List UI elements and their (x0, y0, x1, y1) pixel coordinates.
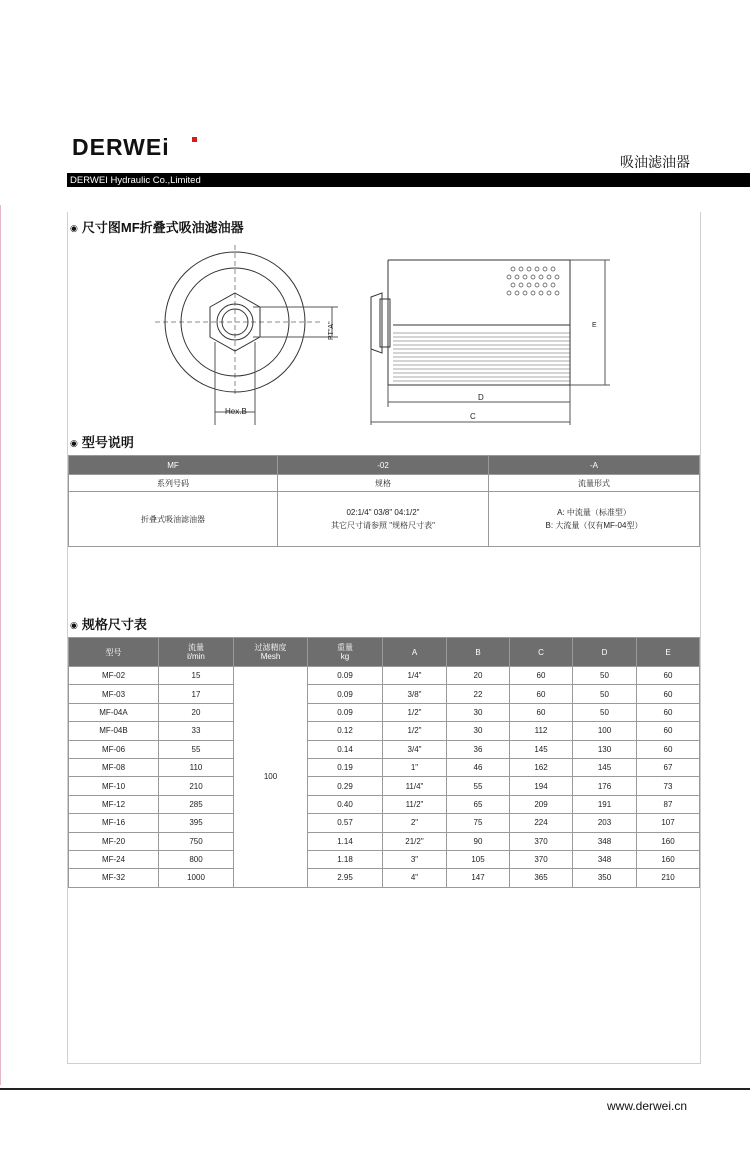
table-row (69, 758, 700, 776)
spec-cell-weight: 0.12 (308, 722, 383, 740)
spec-cell-flow: 33 (159, 722, 234, 740)
spec-cell-weight: 0.29 (308, 777, 383, 795)
filter-pleats (393, 333, 570, 381)
spec-cell-model: MF-08 (69, 758, 159, 776)
spec-cell-flow: 210 (159, 777, 234, 795)
footer-line (0, 1088, 750, 1090)
spec-cell-c: 145 (510, 740, 573, 758)
spec-cell-model: MF-04A (69, 703, 159, 721)
spec-cell-model: MF-02 (69, 667, 159, 685)
spec-cell-e: 67 (637, 758, 700, 776)
spec-header-a: A (383, 638, 447, 667)
model-col-2-sub: 规格 (278, 475, 489, 492)
spec-cell-c: 365 (510, 869, 573, 887)
spec-cell-b: 90 (447, 832, 510, 850)
section-spec-text: 规格尺寸表 (81, 617, 147, 632)
spec-cell-flow: 110 (159, 758, 234, 776)
table-row (69, 667, 700, 685)
spec-cell-model: MF-03 (69, 685, 159, 703)
spec-header-weight-label: 重量 (337, 643, 353, 652)
spec-cell-model: MF-04B (69, 722, 159, 740)
section-dimension-title (70, 217, 244, 236)
spec-cell-flow: 15 (159, 667, 234, 685)
spec-cell-c: 60 (510, 667, 573, 685)
spec-cell-d: 176 (573, 777, 637, 795)
spec-cell-b: 46 (447, 758, 510, 776)
spec-cell-flow: 20 (159, 703, 234, 721)
table-row (69, 777, 700, 795)
model-flow-desc (489, 492, 700, 547)
spec-cell-flow: 1000 (159, 869, 234, 887)
model-spec-line1: 02:1/4" 03/8" 04:1/2" (346, 508, 420, 517)
spec-cell-weight: 0.09 (308, 703, 383, 721)
spec-cell-flow: 395 (159, 814, 234, 832)
model-series-desc: 折叠式吸油滤油器 (69, 492, 278, 547)
table-row (69, 740, 700, 758)
margin-line (0, 205, 1, 1085)
spec-cell-model: MF-24 (69, 850, 159, 868)
spec-cell-b: 36 (447, 740, 510, 758)
spec-cell-e: 87 (637, 795, 700, 813)
spec-cell-e: 60 (637, 667, 700, 685)
model-table-subheader (69, 475, 700, 492)
spec-cell-a: 1/2" (383, 722, 447, 740)
page-title: 吸油滤油器 (620, 154, 690, 170)
spec-cell-c: 60 (510, 703, 573, 721)
spec-cell-b: 105 (447, 850, 510, 868)
spec-cell-weight: 0.09 (308, 685, 383, 703)
front-view (155, 245, 320, 425)
spec-cell-c: 60 (510, 685, 573, 703)
spec-cell-d: 203 (573, 814, 637, 832)
bullet-icon: ◉ (70, 438, 78, 448)
spec-cell-e: 73 (637, 777, 700, 795)
spec-cell-b: 22 (447, 685, 510, 703)
spec-cell-c: 209 (510, 795, 573, 813)
spec-cell-e: 107 (637, 814, 700, 832)
spec-header-weight-unit: kg (340, 652, 350, 661)
model-table-header (69, 456, 700, 475)
e-dimension (570, 260, 610, 385)
table-row (69, 685, 700, 703)
spec-cell-b: 20 (447, 667, 510, 685)
section-dimension-text: 尺寸图MF折叠式吸油滤油器 (81, 220, 244, 235)
spec-cell-model: MF-32 (69, 869, 159, 887)
e-label: E (592, 322, 597, 329)
spec-cell-e: 160 (637, 850, 700, 868)
spec-cell-a: 1" (383, 758, 447, 776)
spec-cell-a: 3" (383, 850, 447, 868)
perforation-holes (507, 267, 559, 295)
spec-cell-e: 60 (637, 703, 700, 721)
spec-cell-a: 11/2" (383, 795, 447, 813)
logo-dot (192, 137, 197, 142)
spec-header-weight (308, 638, 383, 667)
spec-cell-d: 145 (573, 758, 637, 776)
spec-cell-c: 194 (510, 777, 573, 795)
spec-header-mesh-unit: Mesh (260, 652, 281, 661)
spec-cell-model: MF-20 (69, 832, 159, 850)
spec-cell-model: MF-12 (69, 795, 159, 813)
d-label: D (478, 393, 484, 402)
spec-cell-a: 21/2" (383, 832, 447, 850)
spec-cell-b: 30 (447, 703, 510, 721)
spec-cell-a: 2" (383, 814, 447, 832)
spec-cell-flow: 285 (159, 795, 234, 813)
table-row (69, 832, 700, 850)
spec-cell-a: 1/4" (383, 667, 447, 685)
spec-header-mesh (234, 638, 308, 667)
table-row (69, 869, 700, 887)
spec-cell-c: 370 (510, 850, 573, 868)
spec-mesh-value: 100 (234, 667, 308, 888)
spec-cell-d: 130 (573, 740, 637, 758)
spec-cell-e: 210 (637, 869, 700, 887)
spec-cell-flow: 750 (159, 832, 234, 850)
spec-cell-d: 50 (573, 703, 637, 721)
brand-logo: DERWEi (72, 134, 170, 160)
spec-cell-c: 162 (510, 758, 573, 776)
spec-cell-e: 60 (637, 722, 700, 740)
spec-cell-weight: 0.19 (308, 758, 383, 776)
model-col-3-header: -A (489, 456, 700, 475)
spec-table-header (69, 638, 700, 667)
model-spec-line2: 其它尺寸请参照 "规格尺寸表" (331, 521, 435, 530)
spec-table (68, 637, 700, 888)
spec-cell-model: MF-10 (69, 777, 159, 795)
model-table (68, 455, 700, 547)
table-row (69, 814, 700, 832)
spec-cell-a: 4" (383, 869, 447, 887)
spec-header-model: 型号 (69, 638, 159, 667)
spec-cell-e: 60 (637, 740, 700, 758)
spec-cell-d: 50 (573, 685, 637, 703)
model-spec-desc (278, 492, 489, 547)
d-dimension (388, 385, 570, 425)
spec-cell-weight: 1.18 (308, 850, 383, 868)
spec-table-body (69, 667, 700, 888)
spec-cell-a: 3/8" (383, 685, 447, 703)
spec-cell-c: 370 (510, 832, 573, 850)
spec-header-e: E (637, 638, 700, 667)
bullet-icon: ◉ (70, 223, 78, 233)
c-label: C (470, 412, 476, 421)
spec-header-b: B (447, 638, 510, 667)
spec-cell-b: 55 (447, 777, 510, 795)
spec-cell-b: 147 (447, 869, 510, 887)
spec-cell-flow: 17 (159, 685, 234, 703)
pt-label: PT"A" (328, 321, 335, 340)
spec-cell-e: 60 (637, 685, 700, 703)
section-spec-title (70, 614, 147, 633)
spec-header-d: D (573, 638, 637, 667)
model-flow-line2: B: 大流量（仅有MF-04型） (545, 521, 643, 530)
spec-cell-a: 1/2" (383, 703, 447, 721)
footer-url: www.derwei.cn (607, 1099, 688, 1113)
spec-cell-d: 191 (573, 795, 637, 813)
spec-cell-d: 100 (573, 722, 637, 740)
model-col-3-sub: 流量形式 (489, 475, 700, 492)
spec-cell-weight: 0.14 (308, 740, 383, 758)
table-row (69, 850, 700, 868)
spec-cell-weight: 0.09 (308, 667, 383, 685)
spec-header-flow-label: 流量 (188, 643, 204, 652)
spec-cell-a: 3/4" (383, 740, 447, 758)
section-model-title (70, 432, 134, 451)
spec-header-flow (159, 638, 234, 667)
spec-cell-model: MF-16 (69, 814, 159, 832)
spec-cell-b: 65 (447, 795, 510, 813)
spec-header-mesh-label: 过滤精度 (254, 643, 287, 652)
spec-cell-c: 224 (510, 814, 573, 832)
section-model-text: 型号说明 (81, 435, 134, 450)
spec-header-c: C (510, 638, 573, 667)
table-row (69, 703, 700, 721)
spec-cell-e: 160 (637, 832, 700, 850)
spec-cell-d: 350 (573, 869, 637, 887)
spec-cell-flow: 55 (159, 740, 234, 758)
spec-cell-a: 11/4" (383, 777, 447, 795)
spec-cell-d: 50 (573, 667, 637, 685)
model-table-desc (69, 492, 700, 547)
table-row (69, 795, 700, 813)
spec-cell-d: 348 (573, 850, 637, 868)
spec-cell-weight: 1.14 (308, 832, 383, 850)
model-col-1-sub: 系列号码 (69, 475, 278, 492)
spec-cell-model: MF-06 (69, 740, 159, 758)
hex-label: Hex.B (225, 407, 247, 416)
model-col-1-header: MF (69, 456, 278, 475)
spec-cell-weight: 2.95 (308, 869, 383, 887)
spec-cell-b: 30 (447, 722, 510, 740)
model-flow-line1: A: 中流量（标准型） (557, 508, 631, 517)
bullet-icon: ◉ (70, 620, 78, 630)
model-col-2-header: -02 (278, 456, 489, 475)
spec-cell-c: 112 (510, 722, 573, 740)
table-row (69, 722, 700, 740)
spec-header-flow-unit: ℓ/min (187, 652, 205, 661)
spec-cell-weight: 0.40 (308, 795, 383, 813)
dimension-diagram (150, 245, 620, 430)
spec-cell-weight: 0.57 (308, 814, 383, 832)
spec-cell-d: 348 (573, 832, 637, 850)
company-name: DERWEI Hydraulic Co.,Limited (70, 175, 201, 186)
spec-cell-b: 75 (447, 814, 510, 832)
spec-cell-flow: 800 (159, 850, 234, 868)
